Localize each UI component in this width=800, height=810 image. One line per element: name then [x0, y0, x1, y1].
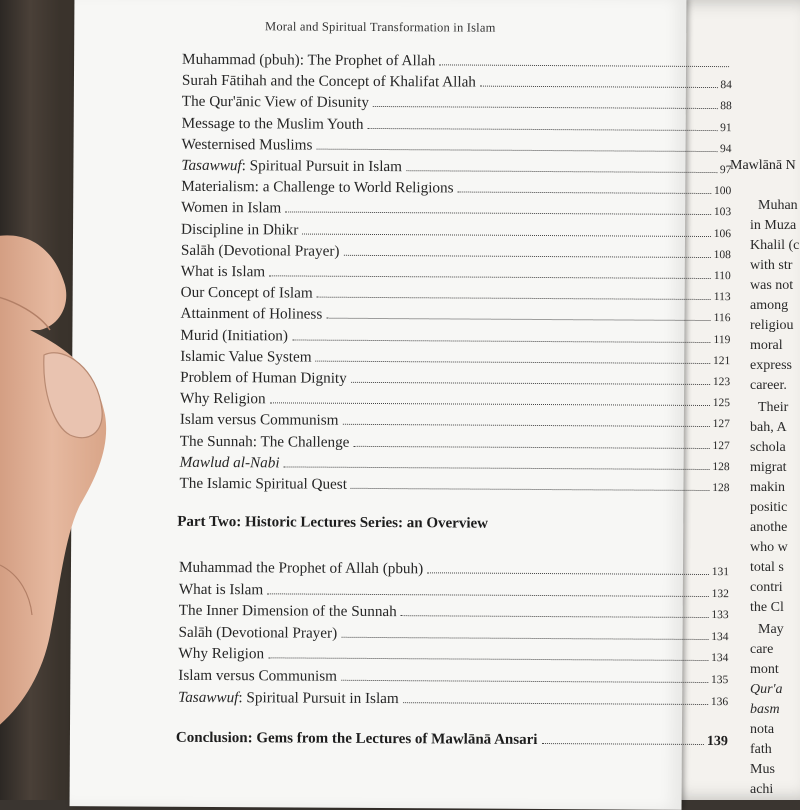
- entry-title: Surah Fātihah and the Concept of Khalifat Allah: [181, 71, 476, 91]
- conclusion-entry: Conclusion: Gems from the Lectures of Mawlānā Ansari 139: [175, 729, 728, 750]
- entry-title: Why Religion: [179, 389, 266, 408]
- facing-page-text-line: religiou: [750, 318, 794, 333]
- part-one-entry: [180, 411, 730, 434]
- part-one-entry: [181, 242, 731, 265]
- dot-leader: [343, 254, 710, 258]
- facing-page-text-line: achi: [750, 782, 774, 797]
- entry-title: Westernised Muslims: [181, 135, 313, 154]
- facing-page-text-line: fath: [750, 742, 772, 757]
- dot-leader: [284, 465, 710, 470]
- part-two-heading: Part Two: Historic Lectures Series: an Overview: [177, 513, 489, 532]
- dot-leader: [541, 742, 703, 745]
- dot-leader: [351, 487, 709, 491]
- entry-page-number: 121: [712, 354, 731, 367]
- entry-title: What is Islam: [180, 262, 266, 281]
- facing-page-text-line: who w: [750, 540, 788, 555]
- part-one-entry: [182, 72, 732, 95]
- entry-page-number: 125: [712, 397, 731, 410]
- dot-leader: [270, 402, 710, 407]
- part-two-entry: [179, 580, 729, 603]
- facing-page-text-line: anothe: [750, 520, 788, 535]
- facing-page-text-line: in Muza: [750, 218, 797, 233]
- entry-page-number: 127: [712, 418, 730, 431]
- facing-page-text-line: migrat: [750, 460, 787, 475]
- dot-leader: [268, 657, 708, 662]
- dot-leader: [341, 636, 708, 640]
- dot-leader: [480, 85, 718, 88]
- entry-title: Message to the Muslim Youth: [181, 114, 364, 133]
- facing-page-text-line: total s: [750, 560, 784, 575]
- part-one-entry: [182, 136, 732, 159]
- entry-page-number: 88: [720, 100, 732, 113]
- dot-leader: [401, 614, 709, 618]
- part-one-entry: [180, 390, 730, 413]
- part-one-entry: [180, 326, 730, 349]
- facing-page-text-line: Mus: [750, 762, 775, 777]
- entry-page-number: 123: [712, 376, 731, 389]
- dot-leader: [267, 592, 708, 597]
- entry-title: Tasawwuf: Spiritual Pursuit in Islam: [181, 156, 403, 176]
- facing-page-heading: Mawlānā N: [730, 158, 796, 173]
- entry-page-number: 110: [713, 270, 731, 283]
- thumb-holding-book: [0, 205, 120, 745]
- part-one-entry: [180, 305, 730, 328]
- facing-page-text-line: was not: [750, 278, 794, 293]
- facing-page-text-line: positic: [750, 500, 788, 515]
- dot-leader: [292, 338, 711, 343]
- part-one-entry: [181, 199, 731, 222]
- entry-page-number: 133: [711, 609, 729, 622]
- dot-leader: [317, 296, 711, 300]
- facing-page-text-line: moral: [750, 338, 783, 353]
- facing-page-text-line: mont: [750, 662, 779, 677]
- dot-leader: [353, 444, 709, 448]
- facing-page-text-line: basm: [750, 702, 780, 717]
- part-one-entry: [180, 369, 730, 392]
- dot-leader: [341, 679, 708, 683]
- entry-title: Discipline in Dhikr: [181, 220, 299, 239]
- dot-leader: [269, 274, 711, 279]
- facing-page-text-line: Muhan: [758, 198, 798, 213]
- part-one-entry: [181, 284, 731, 307]
- part-one-entry: [179, 475, 729, 498]
- entry-page-number: 134: [711, 652, 729, 665]
- entry-page-number: 128: [712, 460, 730, 473]
- dot-leader: [326, 317, 710, 321]
- entry-title: Why Religion: [178, 645, 265, 663]
- entry-title: The Inner Dimension of the Sunnah: [178, 601, 397, 621]
- entry-title: Salāh (Devotional Prayer): [178, 623, 338, 642]
- entry-title: Women in Islam: [181, 199, 282, 217]
- part-one-entry: [181, 263, 731, 286]
- entry-title: Muhammad the Prophet of Allah (pbuh): [178, 558, 424, 578]
- entry-title: What is Islam: [178, 580, 264, 598]
- entry-page-number: 103: [713, 206, 732, 219]
- entry-page-number: 97: [719, 164, 732, 177]
- part-one-entry: [180, 348, 730, 371]
- entry-title: Islamic Value System: [180, 347, 312, 366]
- facing-page-text-line: the Cl: [750, 600, 784, 615]
- entry-page-number: 84: [720, 79, 732, 92]
- part-one-entry: [181, 157, 731, 180]
- dot-leader: [427, 571, 709, 575]
- entry-title: Our Concept of Islam: [180, 283, 313, 302]
- part-one-entry: [182, 114, 732, 137]
- entry-page-number: 116: [713, 312, 731, 325]
- entry-page-number: 135: [711, 674, 729, 687]
- entry-title: Materialism: a Challenge to World Religions: [181, 177, 454, 197]
- facing-page-text-line: makin: [750, 480, 785, 495]
- dot-leader: [458, 191, 712, 195]
- entry-title: Salāh (Devotional Prayer): [180, 241, 340, 260]
- entry-page-number: 113: [713, 291, 731, 304]
- dot-leader: [368, 127, 718, 131]
- part-two-entry: [179, 624, 729, 647]
- entry-title: The Qur'ānic View of Disunity: [181, 93, 370, 112]
- facing-page-text-line: express: [750, 358, 792, 373]
- dot-leader: [439, 63, 729, 67]
- entry-page-number: 106: [713, 227, 732, 240]
- entry-title: Islam versus Communism: [179, 411, 339, 430]
- entry-page-number: 136: [710, 695, 729, 708]
- entry-title-italic: Tasawwuf: [181, 156, 242, 175]
- entry-title: Islam versus Communism: [178, 666, 338, 685]
- part-two-entry: [178, 667, 728, 690]
- entry-page-number: 131: [711, 566, 730, 579]
- facing-page-text-line: career.: [750, 378, 787, 393]
- dot-leader: [373, 105, 717, 109]
- part-one-entry: [182, 51, 732, 74]
- entry-page-number: 94: [720, 142, 732, 155]
- dot-leader: [285, 211, 711, 216]
- entry-page-number: 119: [713, 333, 731, 346]
- dot-leader: [403, 701, 708, 705]
- entry-title: Attainment of Holiness: [180, 305, 323, 324]
- part-one-entry: [180, 432, 730, 455]
- entry-title: The Sunnah: The Challenge: [179, 432, 350, 451]
- book-page: [70, 0, 732, 810]
- entry-page-number: 127: [712, 439, 730, 452]
- entry-page-number: 128: [712, 482, 730, 495]
- entry-title: Problem of Human Dignity: [180, 368, 347, 387]
- entry-page-number: 108: [713, 248, 731, 261]
- entry-title: Muhammad (pbuh): The Prophet of Allah: [182, 50, 436, 70]
- dot-leader: [316, 147, 717, 151]
- part-two-entry: [178, 645, 728, 668]
- facing-page-text-line: Their: [758, 400, 789, 415]
- entry-title-rest: Spiritual Pursuit in Islam: [249, 157, 403, 176]
- facing-page-text-line: schola: [750, 440, 786, 455]
- dot-leader: [351, 381, 710, 385]
- entry-title-rest: Spiritual Pursuit in Islam: [246, 688, 399, 707]
- facing-page-text-line: with str: [750, 258, 793, 273]
- facing-page-text-line: nota: [750, 722, 775, 737]
- entry-page-number: 91: [720, 121, 732, 134]
- facing-page-text-line: Khalil (c: [750, 238, 800, 253]
- part-one-entry: [182, 93, 732, 116]
- dot-leader: [302, 232, 710, 236]
- dot-leader: [342, 423, 709, 427]
- facing-page-text-line: contri: [750, 580, 783, 595]
- dot-leader: [316, 359, 710, 363]
- entry-page-number: 134: [711, 630, 729, 643]
- running-head: Moral and Spiritual Transformation in Islam: [265, 19, 496, 35]
- dot-leader: [406, 169, 717, 173]
- entry-page-number: 132: [711, 587, 729, 600]
- entry-page-number: 100: [714, 185, 732, 198]
- part-one-entry: [180, 454, 730, 477]
- part-one-entry: [181, 220, 731, 243]
- part-two-entry: [179, 559, 729, 582]
- facing-page-text-line: May: [758, 622, 784, 637]
- facing-page-text-line: bah, A: [750, 420, 787, 435]
- facing-page-text-line: care: [750, 642, 774, 657]
- part-two-entry: [179, 602, 729, 625]
- facing-page-text-line: Qur'a: [750, 682, 783, 697]
- entry-title: The Islamic Spiritual Quest: [179, 474, 348, 493]
- entry-title-italic: Tasawwuf: [178, 688, 239, 706]
- part-two-entry: [178, 688, 728, 711]
- entry-title: Murid (Initiation): [180, 326, 289, 345]
- facing-page-text-line: among: [750, 298, 789, 313]
- part-one-entry: [181, 178, 731, 201]
- entry-title: Tasawwuf: Spiritual Pursuit in Islam: [178, 688, 399, 707]
- entry-title: Mawlud al-Nabi: [179, 453, 280, 472]
